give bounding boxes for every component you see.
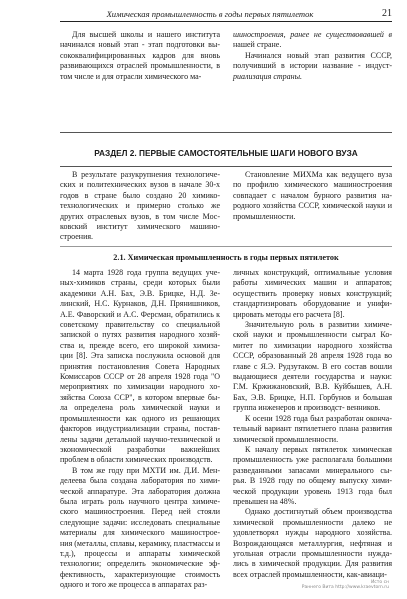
- text-line: следующие задачи: исследовать специальные: [60, 517, 220, 527]
- text-line: материалы для химического машинострое-: [60, 528, 220, 538]
- text-line: Становление МИХМа как ведущего вуза: [245, 170, 392, 179]
- body-left-column: [60, 268, 220, 591]
- text-line: лены задачи детальной научно-технической: [60, 434, 213, 444]
- text-line: тельный вариант пятилетнего плана развития: [233, 424, 392, 434]
- text-line: Однако достигнутый объем производства: [245, 507, 392, 517]
- text-line: ции [8]. Эта записка послужила основой для: [60, 351, 220, 361]
- text-line: родного хозяйства СССР, химической науки: [233, 201, 386, 211]
- text-line: А.Е. Фаворский и А.С. Ферсман, обратились: [60, 309, 214, 319]
- text-line: В том же году при МХТИ им. Д.И. Мен-: [72, 465, 220, 475]
- text-line: венников.: [346, 403, 381, 413]
- text-line: К осени 1928 года был разработан оконча-: [245, 413, 392, 423]
- text-line: технологии; определить экономические эф-: [60, 559, 220, 569]
- paragraph: [233, 414, 392, 445]
- text-line: ского машиностроения. Перед ней стояли: [60, 507, 220, 517]
- text-line: цировать методы его расчета [8].: [233, 309, 345, 319]
- paragraph: [233, 51, 392, 82]
- paragraph: [233, 30, 392, 51]
- text-line: ства и, прежде всего, его широкой химиза-: [60, 340, 220, 350]
- text-line: сококвалифицированных кадров для вновь: [60, 50, 220, 60]
- text-line: ла определена роль химической науки и: [60, 403, 220, 413]
- paragraph: [233, 268, 392, 320]
- text-line: шиностроения, ранее не существовавшей в: [233, 30, 392, 39]
- text-line: одного и того же процесса в аппаратах раз-: [60, 580, 208, 590]
- text-line: мероприятиях по химизации народного хо-: [60, 382, 220, 392]
- text-line: годов в стране было создано 20 химико-: [60, 190, 220, 200]
- text-line: получивший в истории название - индуст-: [233, 61, 392, 71]
- text-line: факторов индустриализации страны, постав-: [60, 424, 220, 434]
- text-line: линский, Н.С. Курнаков, Д.Н. Прянишников,: [60, 299, 220, 309]
- text-line: работы химических машин и аппаратов;: [233, 278, 392, 288]
- text-line: и экономической разработки важнейших: [60, 434, 220, 454]
- text-line: риализация страны.: [233, 71, 303, 81]
- text-line: разведанными запасами минерального сы-: [233, 465, 392, 475]
- watermark-line: Исто сн: [370, 580, 389, 585]
- text-line: большая группа инженеров и производст-: [233, 392, 392, 413]
- text-line: ской науки и промышленности сыграл Ко-: [233, 330, 392, 340]
- paragraph: [60, 30, 220, 82]
- text-line: развивающихся отраслей промышленности,: [60, 61, 213, 71]
- text-line: академики А.Н. Бах, Э.В. Брицке, Н.Д. Зе-: [60, 288, 220, 298]
- intro-right-column: [233, 30, 392, 82]
- text-line: лись в химической продукции. Для развития: [233, 559, 392, 569]
- text-line: стандартизировать оборудование и унифи-: [233, 299, 392, 309]
- text-line: и промышленности.: [233, 201, 392, 221]
- text-line: рья. В 1928 году по общему выпуску хими-: [233, 476, 392, 486]
- text-line: личных конструкций, оптимальные условия: [233, 268, 392, 277]
- watermark-line: Раннего Вита http://www.kraevtorn.ru: [301, 585, 389, 590]
- text-line: начинался новый этап - этап подготовки вы-: [60, 40, 220, 50]
- text-line: 14 марта 1928 года группа ведущих уче-: [72, 268, 220, 277]
- text-line: Начинался новый этап развития СССР,: [245, 50, 392, 60]
- paragraph: [233, 507, 392, 580]
- running-head: [60, 8, 392, 22]
- text-line: ния (металлы, сплавы, керамику, пластмассы: [60, 538, 214, 548]
- paragraph: [60, 268, 220, 466]
- text-line: к советскому правительству со специальной: [60, 309, 221, 330]
- text-line: была играть роль научного центра химиче-: [60, 496, 220, 506]
- text-line: ческой продукции уровень 1913 года был: [233, 486, 392, 496]
- header-rule: [60, 21, 392, 22]
- text-line: превышен на 48%.: [233, 496, 297, 506]
- paragraph: [233, 445, 392, 507]
- text-line: митет по химизации народного хозяйства: [233, 340, 392, 350]
- text-line: промышленность уже располагала большими: [233, 455, 392, 465]
- subsection-rule: [60, 246, 392, 247]
- text-line: выдающиеся деятели государства и науки:: [233, 372, 392, 382]
- page-number: 21: [382, 8, 392, 19]
- text-line: главе с Я.Э. Рудзутаком. В его состав вошли: [233, 361, 392, 371]
- text-line: промышленности как одного из решающих: [60, 413, 220, 423]
- section-title: РАЗДЕЛ 2. ПЕРВЫЕ САМОСТОЯТЕЛЬНЫЕ ШАГИ НОВОГО ВУЗА: [94, 148, 358, 158]
- text-line: ческой аппаратуре. Эта лаборатория должна: [60, 486, 220, 496]
- text-line: совпадает с началом бурного развития на-: [233, 190, 392, 200]
- text-line: К началу первых пятилеток химическая: [245, 444, 392, 454]
- text-line: других отраслевых вузов, в том числе Мос-: [60, 211, 220, 221]
- text-line: запиской о путях развития народного хозяй-: [60, 330, 220, 340]
- text-line: фективность, характеризующие стоимость: [60, 569, 220, 579]
- text-line: ных-химиков страны, среди которых были: [60, 278, 220, 288]
- text-line: В результате разукрупнения технологиче-: [72, 170, 220, 179]
- text-line: технологических и примерно столько же: [60, 201, 220, 211]
- text-line: ковский институт химического машино-: [60, 222, 220, 232]
- text-line: по профилю химического машиностроения: [233, 180, 392, 190]
- paragraph: [233, 320, 392, 414]
- text-line: всех отраслей промышленности, как-авиаци-: [233, 569, 387, 579]
- text-line: СССР, образованный 28 апреля 1928 года во: [233, 351, 392, 361]
- text-line: угольная отрасли промышленности нужда-: [233, 548, 392, 558]
- section-rule-top: [60, 132, 392, 133]
- text-line: А.Н. Бах, Э.В. Брицке, Н.П. Горбунов и: [233, 382, 392, 402]
- intro-left-column: [60, 30, 220, 82]
- text-line: принятия постановления Совета Народных: [60, 361, 220, 371]
- text-line: Для высшей школы и нашего института: [72, 30, 220, 39]
- body-right-column: [233, 268, 392, 580]
- paragraph: [60, 466, 220, 591]
- text-line: Комиссаров СССР от 28 апреля 1928 года "О: [60, 372, 220, 382]
- section-left-column: [60, 170, 220, 243]
- watermark-footer: [302, 580, 389, 590]
- text-line: нашей стране.: [233, 40, 282, 50]
- text-line: делеева была создана лаборатория по хими-: [60, 476, 220, 486]
- text-line: Возрождающаяся металлургия, нефтяная и: [233, 538, 392, 548]
- running-title: Химическая промышленность в годы первых пятилеток: [106, 9, 314, 19]
- paragraph: [233, 170, 392, 222]
- text-line: удовлетворял нужды народного хозяйства.: [233, 528, 392, 538]
- text-line: проблем в области химических производств.: [60, 455, 213, 465]
- text-line: строения.: [60, 232, 94, 242]
- text-line: химической промышленности.: [233, 434, 339, 444]
- text-line: Значительную роль в развитии химиче-: [245, 320, 392, 330]
- text-line: Г.М. Кржижановский, В.В. Куйбышев,: [233, 382, 372, 392]
- section-rule-bottom: [60, 166, 392, 167]
- text-line: осуществить проверку новых конструкций;: [233, 288, 392, 298]
- subsection-title: 2.1. Химическая промышленность в годы первых пятилеток: [113, 253, 339, 262]
- text-line: ских и политехнических вузов в начале 30-х: [60, 180, 220, 190]
- paragraph: [60, 170, 220, 243]
- text-line: в том числе и для отрасли химического ма-: [60, 61, 220, 81]
- text-line: и т.д.), процессы и аппараты химической: [60, 538, 220, 558]
- text-line: зяйства Союза ССР", в котором впервые бы-: [60, 392, 220, 402]
- text-line: химической промышленности далеко не: [233, 517, 392, 527]
- section-right-column: [233, 170, 392, 222]
